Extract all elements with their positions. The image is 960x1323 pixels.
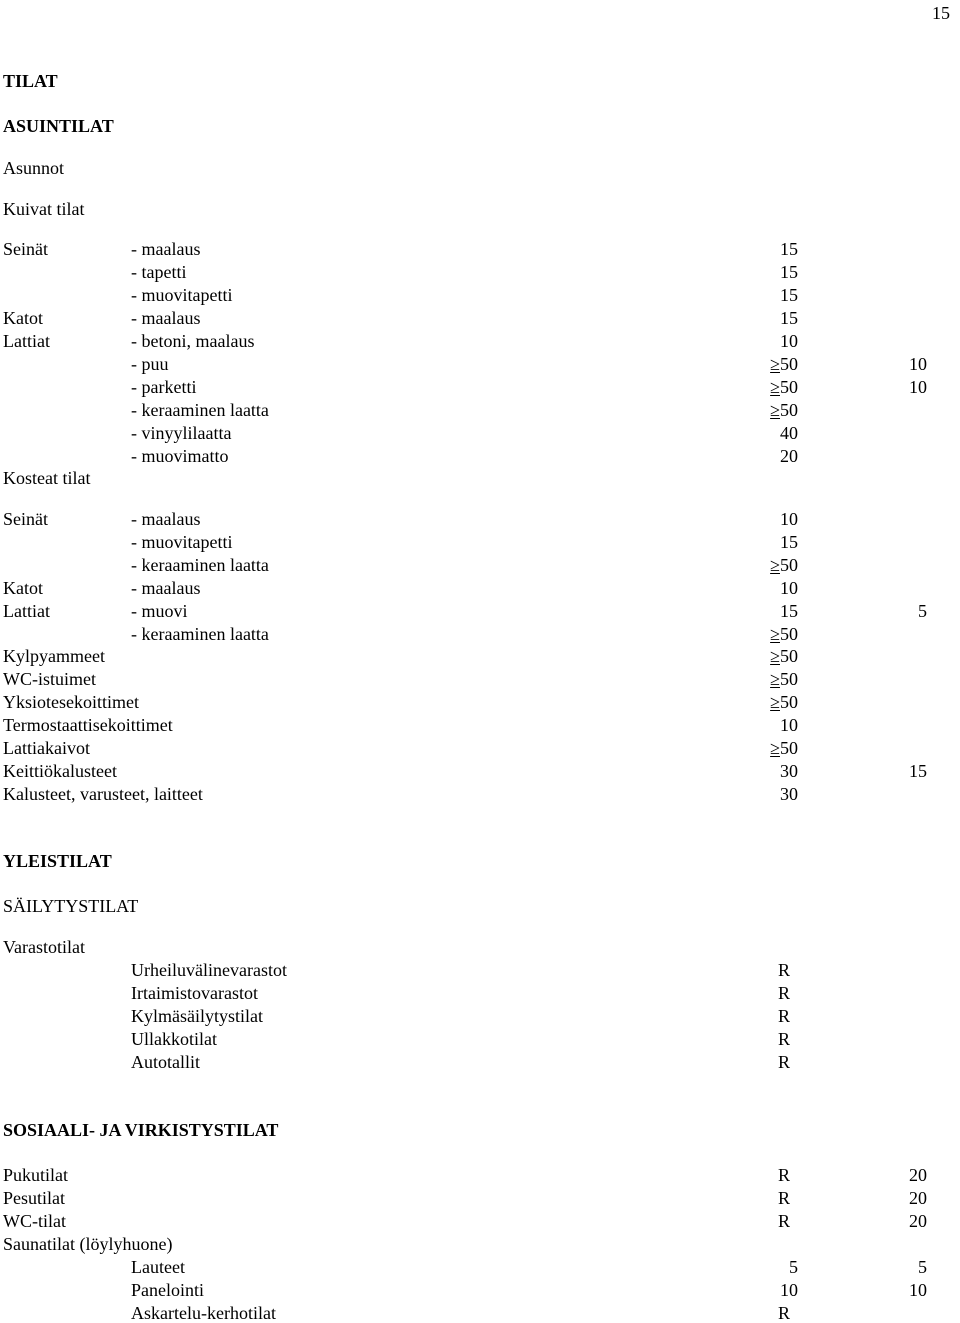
row-label: WC-tilat: [3, 1211, 66, 1231]
page-number: 15: [932, 3, 950, 23]
row-label: Kylpyammeet: [3, 646, 105, 667]
row-item: Ullakkotilat: [131, 1029, 217, 1049]
row-label: Seinät: [3, 509, 48, 529]
value-text: 50: [780, 377, 798, 397]
greater-equal-symbol: ≥: [770, 554, 780, 575]
row-value-1: 10: [780, 715, 798, 736]
row-label: Katot: [3, 577, 43, 598]
row-value-1: 20: [780, 446, 798, 466]
row-label: Pukutilat: [3, 1165, 69, 1185]
greater-equal-symbol: ≥: [770, 400, 780, 420]
row-label: Pesutilat: [3, 1188, 65, 1208]
row-label: Lattiat: [3, 600, 50, 621]
row-value-1: [770, 647, 798, 665]
row-value-1: R: [778, 1188, 791, 1208]
row-value-1: 10: [780, 577, 798, 598]
row-value-2: 20: [909, 1211, 927, 1231]
row-value-1: [770, 739, 798, 757]
greater-equal-symbol: ≥: [770, 377, 780, 397]
row-value-2: 15: [909, 760, 927, 781]
heading-yleistilat: YLEISTILAT: [3, 851, 112, 871]
row-label: Seinät: [3, 239, 48, 259]
row-value-1: R: [778, 1029, 791, 1049]
heading-kosteat-tilat: Kosteat tilat: [3, 468, 91, 488]
row-item: Lauteet: [131, 1257, 185, 1277]
row-item: Autotallit: [131, 1052, 200, 1072]
row-item: - tapetti: [131, 262, 187, 282]
row-value-2: 10: [909, 354, 927, 374]
greater-equal-symbol: ≥: [770, 738, 780, 758]
row-value-1: [770, 693, 798, 711]
row-item: - muovimatto: [131, 446, 229, 466]
row-item: - maalaus: [131, 577, 201, 598]
row-value-1: [770, 401, 798, 419]
row-value-1: 5: [789, 1257, 798, 1277]
row-value-1: [770, 556, 798, 574]
greater-equal-symbol: ≥: [770, 623, 780, 644]
greater-equal-symbol: ≥: [770, 692, 780, 713]
row-item: - keraaminen laatta: [131, 554, 269, 575]
row-value-1: 40: [780, 423, 798, 443]
row-item: - vinyylilaatta: [131, 423, 232, 443]
row-value-1: 10: [780, 331, 798, 351]
row-value-2: 20: [909, 1165, 927, 1185]
greater-equal-symbol: ≥: [770, 646, 780, 667]
row-value-1: 15: [780, 531, 798, 552]
value-text: 50: [780, 692, 798, 713]
row-item: - maalaus: [131, 509, 201, 529]
greater-equal-symbol: ≥: [770, 669, 780, 690]
row-value-1: [770, 625, 798, 643]
row-value-1: 30: [780, 760, 798, 781]
row-value-1: R: [778, 1006, 791, 1026]
row-item: Irtaimistovarastot: [131, 983, 258, 1003]
row-item: - keraaminen laatta: [131, 623, 269, 644]
row-item: - muovitapetti: [131, 285, 233, 305]
row-label: Termostaattisekoittimet: [3, 715, 173, 736]
row-item: Urheiluvälinevarastot: [131, 960, 287, 980]
heading-sosiaali-ja-virkistystilat: SOSIAALI- JA VIRKISTYSTILAT: [3, 1120, 279, 1140]
row-value-1: [770, 355, 798, 373]
heading-varastotilat: Varastotilat: [3, 937, 85, 957]
row-item: - maalaus: [131, 308, 201, 328]
heading-kuivat-tilat: Kuivat tilat: [3, 199, 85, 219]
row-item: - puu: [131, 354, 169, 374]
row-value-2: 10: [909, 377, 927, 397]
row-value-1: 15: [780, 308, 798, 328]
value-text: 50: [780, 669, 798, 690]
row-value-1: 15: [780, 285, 798, 305]
row-label: Katot: [3, 308, 43, 328]
row-item: - muovitapetti: [131, 531, 233, 552]
heading-sailytystilat: SÄILYTYSTILAT: [3, 896, 139, 916]
row-value-2: 10: [909, 1280, 927, 1300]
heading-tilat: TILAT: [3, 71, 58, 91]
row-value-2: 5: [918, 600, 927, 621]
row-value-1: R: [778, 1303, 791, 1323]
row-value-1: [770, 378, 798, 396]
value-text: 50: [780, 400, 798, 420]
row-value-1: [770, 670, 798, 688]
row-item: Askartelu-kerhotilat: [131, 1303, 276, 1323]
row-label: Kalusteet, varusteet, laitteet: [3, 783, 203, 804]
row-value-1: R: [778, 983, 791, 1003]
value-text: 50: [780, 646, 798, 667]
row-value-1: R: [778, 1052, 791, 1072]
row-value-1: 10: [780, 509, 798, 529]
row-item: - parketti: [131, 377, 197, 397]
row-item: - keraaminen laatta: [131, 400, 269, 420]
row-label: Lattiakaivot: [3, 738, 90, 758]
row-value-1: R: [778, 1165, 791, 1185]
row-value-2: 20: [909, 1188, 927, 1208]
row-label: Yksiotesekoittimet: [3, 692, 139, 713]
heading-asuintilat: ASUINTILAT: [3, 116, 114, 136]
row-item: - betoni, maalaus: [131, 331, 255, 351]
row-label: Lattiat: [3, 331, 50, 351]
row-item: Panelointi: [131, 1280, 204, 1300]
row-label: Keittiökalusteet: [3, 760, 117, 781]
row-value-1: 15: [780, 239, 798, 259]
value-text: 50: [780, 623, 798, 644]
row-value-1: 30: [780, 783, 798, 804]
row-label: WC-istuimet: [3, 669, 96, 690]
row-value-1: 10: [780, 1280, 798, 1300]
row-item: - muovi: [131, 600, 188, 621]
row-value-1: 15: [780, 262, 798, 282]
row-value-2: 5: [918, 1257, 927, 1277]
row-value-1: R: [778, 960, 791, 980]
row-label: Saunatilat (löylyhuone): [3, 1234, 173, 1254]
value-text: 50: [780, 738, 798, 758]
value-text: 50: [780, 354, 798, 374]
row-value-1: R: [778, 1211, 791, 1231]
row-item: Kylmäsäilytystilat: [131, 1006, 263, 1026]
greater-equal-symbol: ≥: [770, 354, 780, 374]
heading-asunnot: Asunnot: [3, 158, 65, 178]
value-text: 50: [780, 554, 798, 575]
row-item: - maalaus: [131, 239, 201, 259]
row-value-1: 15: [780, 600, 798, 621]
